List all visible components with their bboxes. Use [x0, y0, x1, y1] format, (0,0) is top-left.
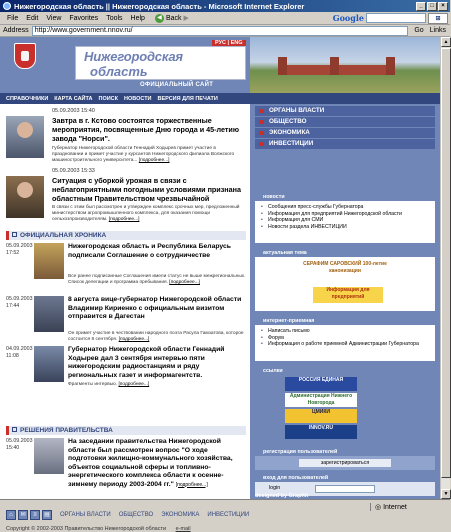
news-headline[interactable]: Ситуация с уборкой урожая в связи с неблагоприятными погодными условиями признана областным Правительством чрезвычайной	[52, 176, 241, 203]
news-headline-text: На заседании правительства Нижегородской области был рассмотрен вопрос "О ходе подготовки жилищно-коммунального хозяйства, объектов социальной сферы и топливно-энергетического комплекса области к осенне-зимнему периоду 2003-2004 гг."	[68, 438, 233, 488]
menu-bar	[0, 12, 450, 25]
chronicle-heading	[6, 231, 246, 240]
news-box-title: новости	[263, 194, 285, 200]
kremlin-tower	[386, 57, 395, 75]
news-photo[interactable]	[34, 243, 64, 279]
news-summary-text: Фрагменты интервью.	[68, 382, 118, 387]
menu-view[interactable]: View	[46, 14, 62, 22]
menu-edit[interactable]: Edit	[26, 14, 39, 22]
news-photo[interactable]	[34, 296, 64, 332]
right-column	[250, 104, 440, 499]
news-date: 05.09.2003 17:52	[6, 243, 33, 256]
more-link[interactable]: [подробнее...]	[138, 158, 170, 163]
site-title-line2: область	[90, 64, 148, 79]
address-label: Address	[3, 27, 29, 34]
news-summary-text: Все ранее подписанные Соглашения имели статус не выше межрегиональных. Список делегации и программа пребывания.	[68, 274, 246, 285]
news-link[interactable]: • Информация для предприятий Нижегородской области	[261, 211, 431, 218]
news-headline[interactable]: Завтра в г. Кстово состоятся торжественные мероприятия, посвященные Дню города и 45-летию завода "Норси".	[52, 116, 239, 143]
site-title-line1: Нижегородская	[84, 49, 183, 64]
top-news-item	[6, 168, 246, 230]
seraphim-banner[interactable]: СЕРАФИМ САРОВСКИЙ 100-летие канонизации	[303, 261, 387, 274]
copyright	[6, 526, 191, 532]
government-heading-text: РЕШЕНИЯ ПРАВИТЕЛЬСТВА	[20, 427, 113, 434]
feedback-link[interactable]: • Форум	[261, 335, 431, 342]
google-search-input[interactable]	[366, 13, 426, 23]
feedback-link[interactable]: • Информация о работе приемной Администрации Губернатора	[261, 341, 431, 348]
news-summary-text: Он примет участие в чествовании народного поэта Расула Гамзатова, которое состоится 8 сентября.	[68, 331, 244, 342]
news-photo[interactable]	[6, 176, 44, 218]
window-controls	[416, 2, 450, 11]
main-column	[0, 104, 250, 532]
news-summary-text: В связи с этим был рассмотрен и утвержден комплекс срочных мер, предложенный министерством агропромышленного комплекса, для оказания помощи сельхозпроизводителям.	[52, 205, 240, 222]
go-button[interactable]: Go	[414, 27, 424, 34]
bottom-link-society[interactable]: ОБЩЕСТВО	[118, 512, 154, 518]
news-headline[interactable]: 8 августа вице-губернатор Нижегородской области Владимир Кириенко с официальным визитом отправится в Дагестан	[68, 296, 242, 320]
scroll-up-icon[interactable]: ▲	[441, 37, 451, 47]
more-link[interactable]: [подробнее...]	[169, 280, 200, 285]
feedback-link[interactable]: • Написать письмо	[261, 328, 431, 335]
sitemap-icon[interactable]: ≡	[30, 510, 40, 520]
bottom-link-investments[interactable]: ИНВЕСТИЦИИ	[207, 512, 250, 518]
login-label: login	[269, 485, 281, 491]
site-header	[0, 37, 440, 93]
back-button[interactable]	[155, 14, 189, 23]
news-summary-text: Губернатор Нижегородской области Геннадий Ходырев примет участие в праздновании и примет участие у курсантов Нижегородского филиала Волжского машиностроительного университета...	[52, 146, 235, 163]
register-box	[255, 456, 435, 470]
more-link[interactable]: [подробнее...]	[118, 382, 150, 387]
government-heading	[6, 426, 246, 435]
chronicle-item	[6, 346, 246, 398]
news-headline[interactable]	[68, 438, 246, 489]
address-url: http://www.government.nnov.ru/	[34, 27, 133, 34]
top-nav	[0, 93, 250, 104]
news-date: 05.09.2003 15:40	[52, 108, 95, 114]
link-banner[interactable]: ЦМИКИ	[285, 409, 357, 423]
menu-favorites[interactable]: Favorites	[69, 14, 99, 22]
news-date: 05.09.2003 17:44	[6, 296, 33, 309]
news-headline[interactable]: Губернатор Нижегородской области Геннадий Ходырев дал 3 сентября интервью пяти нижегородским радиостанциям и ряду региональных газет и информагентств.	[68, 346, 225, 379]
link-banner[interactable]: Администрация Нижнего Новгорода	[285, 393, 357, 407]
links-button[interactable]: Links	[429, 27, 446, 34]
more-link[interactable]: [подробнее...]	[108, 217, 140, 222]
top-nav-fill	[250, 93, 440, 104]
official-site-caption: ОФИЦИАЛЬНЫЙ САЙТ	[140, 82, 214, 88]
news-date: 05.09.2003 15:40	[6, 438, 33, 451]
scroll-down-icon[interactable]: ▼	[441, 489, 451, 499]
site-logo[interactable]	[75, 46, 246, 80]
language-switch[interactable]: РУС | ENG	[212, 40, 246, 46]
kremlin-photo	[250, 37, 440, 93]
scroll-thumb[interactable]	[441, 48, 451, 478]
mail-icon[interactable]: ✉	[18, 510, 28, 520]
address-bar	[0, 25, 450, 37]
ie-icon	[3, 2, 11, 10]
topic-box-title: актуальная тема	[263, 250, 307, 256]
nav-news[interactable]: НОВОСТИ	[124, 95, 152, 102]
nav-sitemap[interactable]: КАРТА САЙТА	[54, 95, 93, 102]
register-box-title: регистрация пользователей	[263, 449, 338, 455]
maximize-button[interactable]: □	[427, 2, 437, 11]
news-photo[interactable]	[6, 116, 44, 158]
right-menu-investments[interactable]: ИНВЕСТИЦИИ	[255, 139, 435, 149]
kremlin-tower	[330, 57, 339, 75]
back-label: Back	[165, 14, 182, 22]
chronicle-item	[6, 296, 246, 346]
news-headline[interactable]: Нижегородская область и Республика Беларусь подписали Соглашение о сотрудничестве	[68, 243, 231, 259]
news-link[interactable]: • Новости раздела ИНВЕСТИЦИИ	[261, 224, 431, 231]
window-titlebar	[0, 0, 450, 12]
windows-logo-icon: ⊞	[428, 13, 448, 24]
news-summary	[68, 382, 246, 388]
more-link[interactable]: [подробнее...]	[175, 481, 208, 488]
close-button[interactable]: ×	[438, 2, 448, 11]
nav-directories[interactable]: СПРАВОЧНИКИ	[6, 95, 49, 102]
news-link[interactable]: • Сообщения пресс-службы Губернатора	[261, 204, 431, 211]
news-date: 05.09.2003 15:33	[52, 168, 95, 174]
links-box	[255, 375, 435, 445]
news-summary	[52, 205, 244, 223]
news-link[interactable]: • Информация для СМИ	[261, 217, 431, 224]
square-icon	[12, 232, 17, 237]
feedback-box-title: интернет-приемная	[263, 318, 315, 324]
news-date: 04.09.2003 11:08	[6, 346, 33, 359]
coat-of-arms-icon	[14, 43, 36, 69]
window-title: Нижегородская область || Нижегородская область - Microsoft Internet Explorer	[14, 1, 305, 11]
enterprise-banner[interactable]: Информация для предприятий	[313, 287, 383, 303]
nav-print-version[interactable]: ВЕРСИЯ ДЛЯ ПЕЧАТИ	[157, 95, 218, 102]
zone-label: Internet	[383, 503, 407, 511]
home-icon[interactable]: ⌂	[6, 510, 16, 520]
government-item	[6, 438, 246, 500]
news-summary	[52, 146, 244, 164]
menu-help[interactable]: Help	[130, 14, 145, 22]
login-input[interactable]	[315, 485, 375, 493]
email-link[interactable]: e-mail	[175, 526, 191, 532]
menu-tools[interactable]: Tools	[106, 14, 123, 22]
link-banner[interactable]: РОССИЯ ЕДИНАЯ	[285, 377, 357, 391]
menu-file[interactable]: File	[7, 14, 19, 22]
login-box-title: вход для пользователей	[263, 475, 329, 481]
top-news-item	[6, 108, 246, 166]
globe-icon: ◎	[375, 503, 384, 511]
kremlin-tower	[278, 57, 287, 75]
right-menu-economy[interactable]: ЭКОНОМИКА	[255, 128, 435, 138]
feedback-box	[255, 325, 435, 361]
print-icon[interactable]: ▤	[42, 510, 52, 520]
news-box	[255, 201, 435, 243]
square-icon	[12, 427, 17, 432]
news-photo[interactable]	[34, 438, 64, 474]
copyright-text: Copyright © 2002-2003 Правительство Нижегородской области	[6, 526, 167, 532]
google-logo: Google	[332, 13, 364, 23]
chronicle-item	[6, 243, 246, 295]
news-photo[interactable]	[34, 346, 64, 382]
back-arrow-icon: ◀	[155, 14, 164, 23]
more-link[interactable]: [подробнее...]	[118, 337, 150, 342]
links-box-title: ссылки	[263, 368, 283, 374]
forward-arrow-icon[interactable]: ▶	[183, 15, 189, 22]
link-banner[interactable]: INNOV.RU	[285, 425, 357, 439]
address-input[interactable]	[32, 26, 409, 36]
bottom-link-authorities[interactable]: ОРГАНЫ ВЛАСТИ	[60, 512, 111, 518]
news-summary	[68, 274, 246, 286]
chronicle-heading-text: ОФИЦИАЛЬНАЯ ХРОНИКА	[20, 232, 107, 239]
zone-indicator	[370, 503, 450, 511]
news-summary	[68, 331, 246, 343]
minimize-button[interactable]: _	[416, 2, 426, 11]
nav-search[interactable]: ПОИСК	[98, 95, 118, 102]
right-menu-authorities[interactable]: ОРГАНЫ ВЛАСТИ	[255, 106, 435, 116]
register-button[interactable]: зарегистрироваться	[299, 459, 391, 467]
right-menu-society[interactable]: ОБЩЕСТВО	[255, 117, 435, 127]
status-bar	[0, 499, 450, 513]
designed-by: designed by Graphit	[255, 493, 309, 499]
vertical-scrollbar[interactable]	[440, 37, 450, 499]
bottom-link-economy[interactable]: ЭКОНОМИКА	[161, 512, 200, 518]
topic-box	[255, 257, 435, 311]
